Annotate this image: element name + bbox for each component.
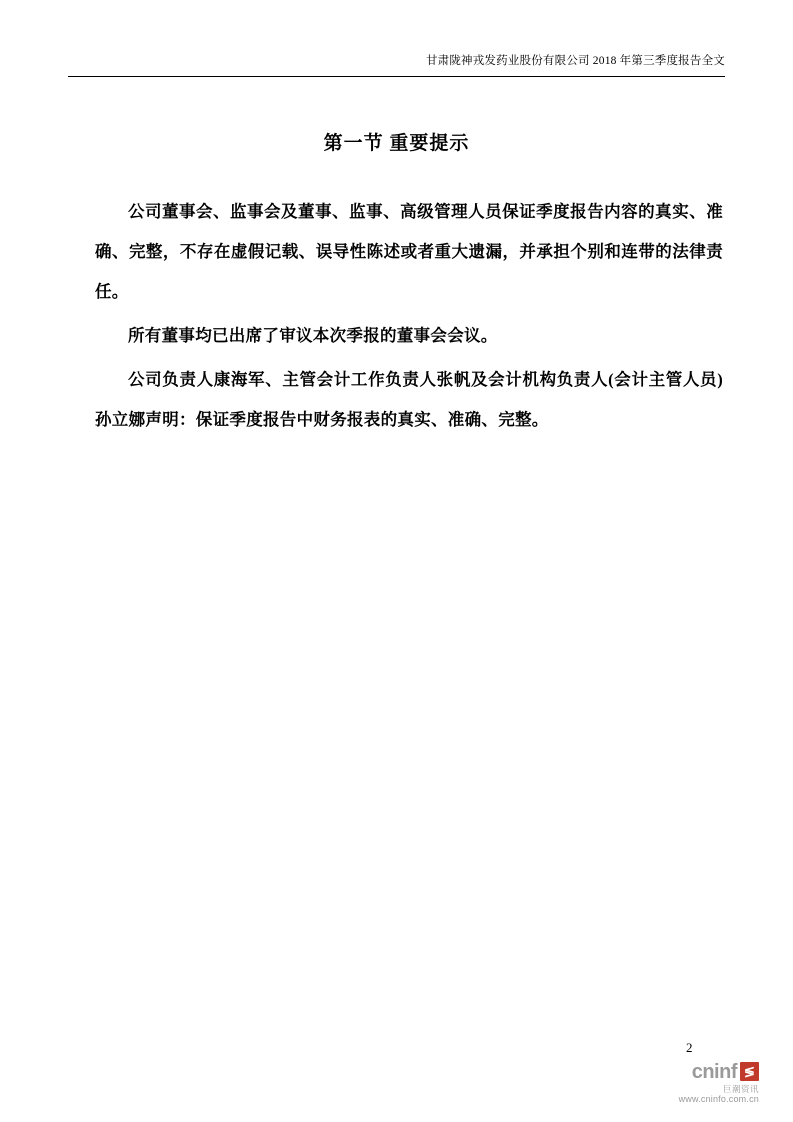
paragraph: 所有董事均已出席了审议本次季报的董事会会议。: [128, 326, 498, 345]
logo-row: [679, 1062, 759, 1082]
paragraph: 公司董事会、监事会及董事、监事、高级管理人员保证季度报告内容的真实、准确、完整，不存在虚假记载、误导性陈述或者重大遗漏，并承担个别和连带的法律责任。: [95, 202, 723, 301]
section-title: 第一节 重要提示: [323, 133, 470, 154]
page-header-text: 甘肃陇神戎发药业股份有限公司 2018 年第三季度报告全文: [425, 55, 725, 67]
cninfo-logo: [679, 1062, 759, 1105]
document-body: [95, 192, 723, 444]
logo-subtitle: 巨潮资讯: [722, 1083, 759, 1094]
logo-wordmark: cninf: [691, 1060, 737, 1083]
page-number: 2: [686, 1040, 693, 1055]
logo-url: www.cninfo.com.cn: [678, 1094, 759, 1104]
header-divider: [68, 76, 725, 77]
logo-mark-icon: ≶: [740, 1062, 759, 1081]
paragraph: 公司负责人康海军、主管会计工作负责人张帆及会计机构负责人(会计主管人员)孙立娜声明：保证季度报告中财务报表的真实、准确、完整。: [95, 370, 723, 429]
